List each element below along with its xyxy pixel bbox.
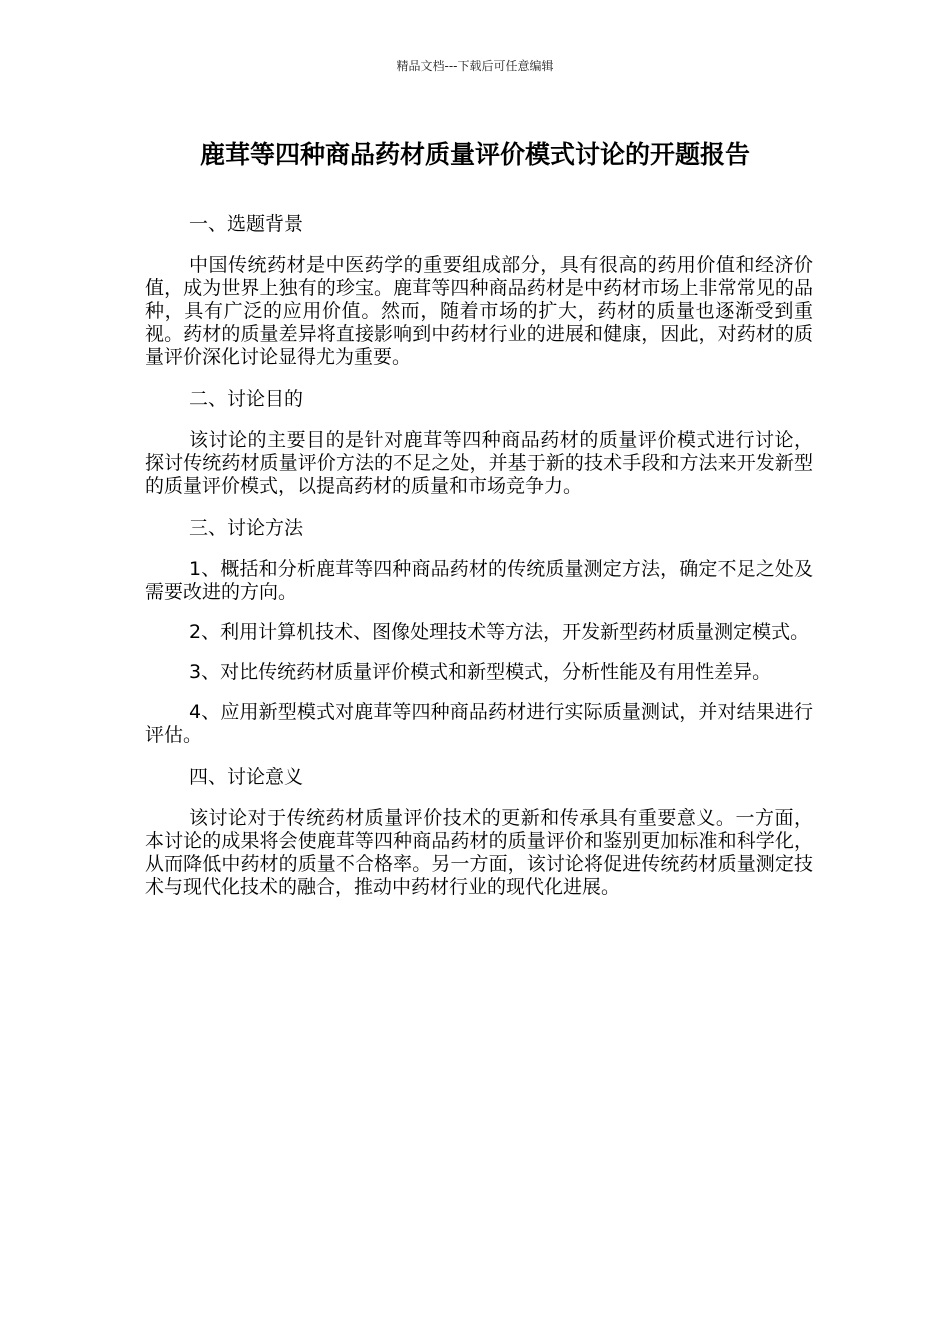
method-item-2: 2、利用计算机技术、图像处理技术等方法，开发新型药材质量测定模式。 [189,621,810,643]
document-title: 鹿茸等四种商品药材质量评价模式讨论的开题报告 [199,140,750,169]
section-heading-background: 一、选题背景 [189,213,304,235]
method-item-1: 1、概括和分析鹿茸等四种商品药材的传统质量测定方法，确定不足之处及需要改进的方向。 [145,558,813,603]
section-heading-purpose: 二、讨论目的 [189,388,304,410]
section-heading-significance: 四、讨论意义 [189,766,304,788]
document-body [145,213,813,918]
header-note: 精品文档---下载后可任意编辑 [396,59,554,73]
paragraph-background: 中国传统药材是中医药学的重要组成部分，具有很高的药用价值和经济价值，成为世界上独有的珍宝。鹿茸等四种商品药材是中药材市场上非常常见的品种，具有广泛的应用价值。然而，随着市场的扩大，药材的质量也逐渐受到重视。药材的质量差异将直接影响到中药材行业的进展和健康，因此，对药材的质量评价深化讨论显得尤为重要。 [145,254,813,368]
method-item-4: 4、应用新型模式对鹿茸等四种商品药材进行实际质量测试，并对结果进行评估。 [145,701,813,746]
paragraph-significance: 该讨论对于传统药材质量评价技术的更新和传承具有重要意义。一方面，本讨论的成果将会使鹿茸等四种商品药材的质量评价和鉴别更加标准和科学化，从而降低中药材的质量不合格率。另一方面，该讨论将促进传统药材质量测定技术与现代化技术的融合，推动中药材行业的现代化进展。 [145,807,813,898]
method-item-3: 3、对比传统药材质量评价模式和新型模式，分析性能及有用性差异。 [189,661,772,683]
section-heading-methods: 三、讨论方法 [189,517,304,539]
paragraph-purpose: 该讨论的主要目的是针对鹿茸等四种商品药材的质量评价模式进行讨论，探讨传统药材质量评价方法的不足之处，并基于新的技术手段和方法来开发新型的质量评价模式，以提高药材的质量和市场竞争力。 [145,429,813,497]
